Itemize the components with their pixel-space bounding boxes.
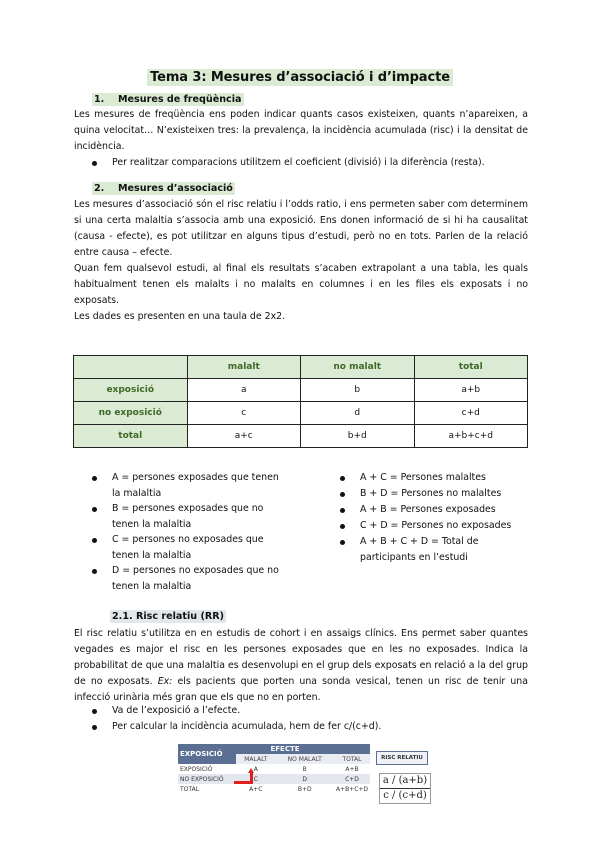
bullet-icon bbox=[92, 507, 97, 512]
table-row: NO EXPOSICIÓ C D C+D bbox=[178, 774, 370, 784]
sum-bullet-5: A + B + C + D = Total de participants en l’estudi bbox=[340, 534, 536, 566]
formula-denominator: c / (c+d) bbox=[383, 790, 427, 801]
section-2-heading: 2. Mesures d’associació bbox=[94, 183, 233, 194]
bullet-icon bbox=[92, 538, 97, 543]
bullet-icon bbox=[340, 476, 345, 481]
figure-table: EXPOSICIÓ EFECTE MALALT NO MALALT TOTAL EXPOSICIÓ A B A+B NO EXPOSICIÓ C D C+D TOTAL A+C B+D A+B+C+D bbox=[180, 745, 369, 793]
section-2-paragraph-3: Les dades es presenten en una taula de 2x2. bbox=[74, 311, 286, 322]
definition-bullet-d: D = persones no exposades que no tenen la malaltia bbox=[92, 563, 288, 595]
contingency-table-2x2 bbox=[73, 355, 528, 448]
table-row: total a+c b+d a+b+c+d bbox=[74, 425, 528, 448]
section-2-1-paragraph: El risc relatiu s’utilitza en en estudis de cohort i en assaigs clínics. Ens permet saber quantes vegades es major el risc en les persones exposades que en les no exposades. Indica la probabilitat de que una malaltia es desenvolupi en el grup dels exposats en relació a la del grup de no exposats. Ex: els pacients que porten una sonda vesical, tenen un risc de tenir una infecció urinària més gran que els que no en porten. bbox=[74, 628, 528, 703]
document-title: Tema 3: Mesures d’associació i d’impacte bbox=[0, 70, 600, 85]
sum-bullet-2: B + D = Persones no malaltes bbox=[340, 486, 540, 502]
header-total: total bbox=[414, 356, 528, 379]
bullet-icon bbox=[92, 476, 97, 481]
section-1-paragraph: Les mesures de freqüència ens poden indicar quants casos existeixen, quants n’apareixen, a quina velocitat… N’existeixen tres: la prevalença, la incidència acumulada (risc) i la densitat de incidència. bbox=[74, 109, 528, 152]
definition-bullet-a: A = persones exposades que tenen la malaltia bbox=[92, 470, 288, 502]
table-header-row bbox=[74, 356, 528, 379]
table-row: no exposició c d c+d bbox=[74, 402, 528, 425]
bullet-icon bbox=[92, 569, 97, 574]
bullet-icon bbox=[340, 540, 345, 545]
formula-numerator: a / (a+b) bbox=[380, 774, 430, 789]
example-label: Ex: bbox=[157, 676, 173, 687]
figure-group-header: EFECTE bbox=[236, 744, 334, 754]
section-1-heading: 1. Mesures de freqüència bbox=[94, 94, 242, 105]
relative-risk-figure bbox=[178, 744, 370, 794]
header-malalt: malalt bbox=[187, 356, 301, 379]
relative-risk-label: RISC RELATIU bbox=[376, 751, 428, 765]
arrow-head-icon bbox=[248, 768, 254, 773]
section-2-1-heading: 2.1. Risc relatiu (RR) bbox=[112, 611, 224, 622]
section-2-1-bullet-1: Va de l’exposició a l’efecte. bbox=[92, 703, 528, 719]
table-row: EXPOSICIÓ A B A+B bbox=[178, 764, 370, 774]
relative-risk-formula bbox=[379, 773, 431, 804]
section-2-paragraph-1: Les mesures d’associació són el risc relatiu i l’odds ratio, i ens permeten saber com determinem si una certa malaltia s’associa amb una exposició. Ens donen informació de si hi ha causalitat (causa - efecte), es pot utilitzar en alguns tipus d’estudi, però no en tots. Parlen de la relació entre causa – efecte. bbox=[74, 199, 528, 258]
bullet-icon bbox=[340, 508, 345, 513]
bullet-icon bbox=[92, 725, 97, 730]
bullet-icon bbox=[92, 709, 97, 714]
figure-corner: EXPOSICIÓ bbox=[178, 744, 236, 764]
definition-bullet-b: B = persones exposades que no tenen la malaltia bbox=[92, 501, 288, 533]
sum-bullet-3: A + B = Persones exposades bbox=[340, 502, 540, 518]
section-2-1-bullet-2: Per calcular la incidència acumulada, hem de fer c/(c+d). bbox=[92, 719, 528, 735]
bullet-icon bbox=[340, 492, 345, 497]
table-row: TOTAL A+C B+D A+B+C+D bbox=[180, 785, 369, 793]
definition-bullet-c: C = persones no exposades que tenen la malaltia bbox=[92, 532, 288, 564]
header-no-malalt: no malalt bbox=[301, 356, 415, 379]
bullet-icon bbox=[92, 161, 97, 166]
sum-bullet-4: C + D = Persones no exposades bbox=[340, 518, 540, 534]
bullet-icon bbox=[340, 524, 345, 529]
table-row: exposició a b a+b bbox=[74, 379, 528, 402]
sum-bullet-1: A + C = Persones malaltes bbox=[340, 470, 540, 486]
section-2-paragraph-2: Quan fem qualsevol estudi, al final els resultats s’acaben extrapolant a una tabla, les quals habitualment tenen els malalts i no malalts en columnes i en les files els exposats i no exposats. bbox=[74, 263, 528, 306]
section-1-bullet: Per realitzar comparacions utilitzem el coeficient (divisió) i la diferència (resta). bbox=[92, 155, 528, 171]
